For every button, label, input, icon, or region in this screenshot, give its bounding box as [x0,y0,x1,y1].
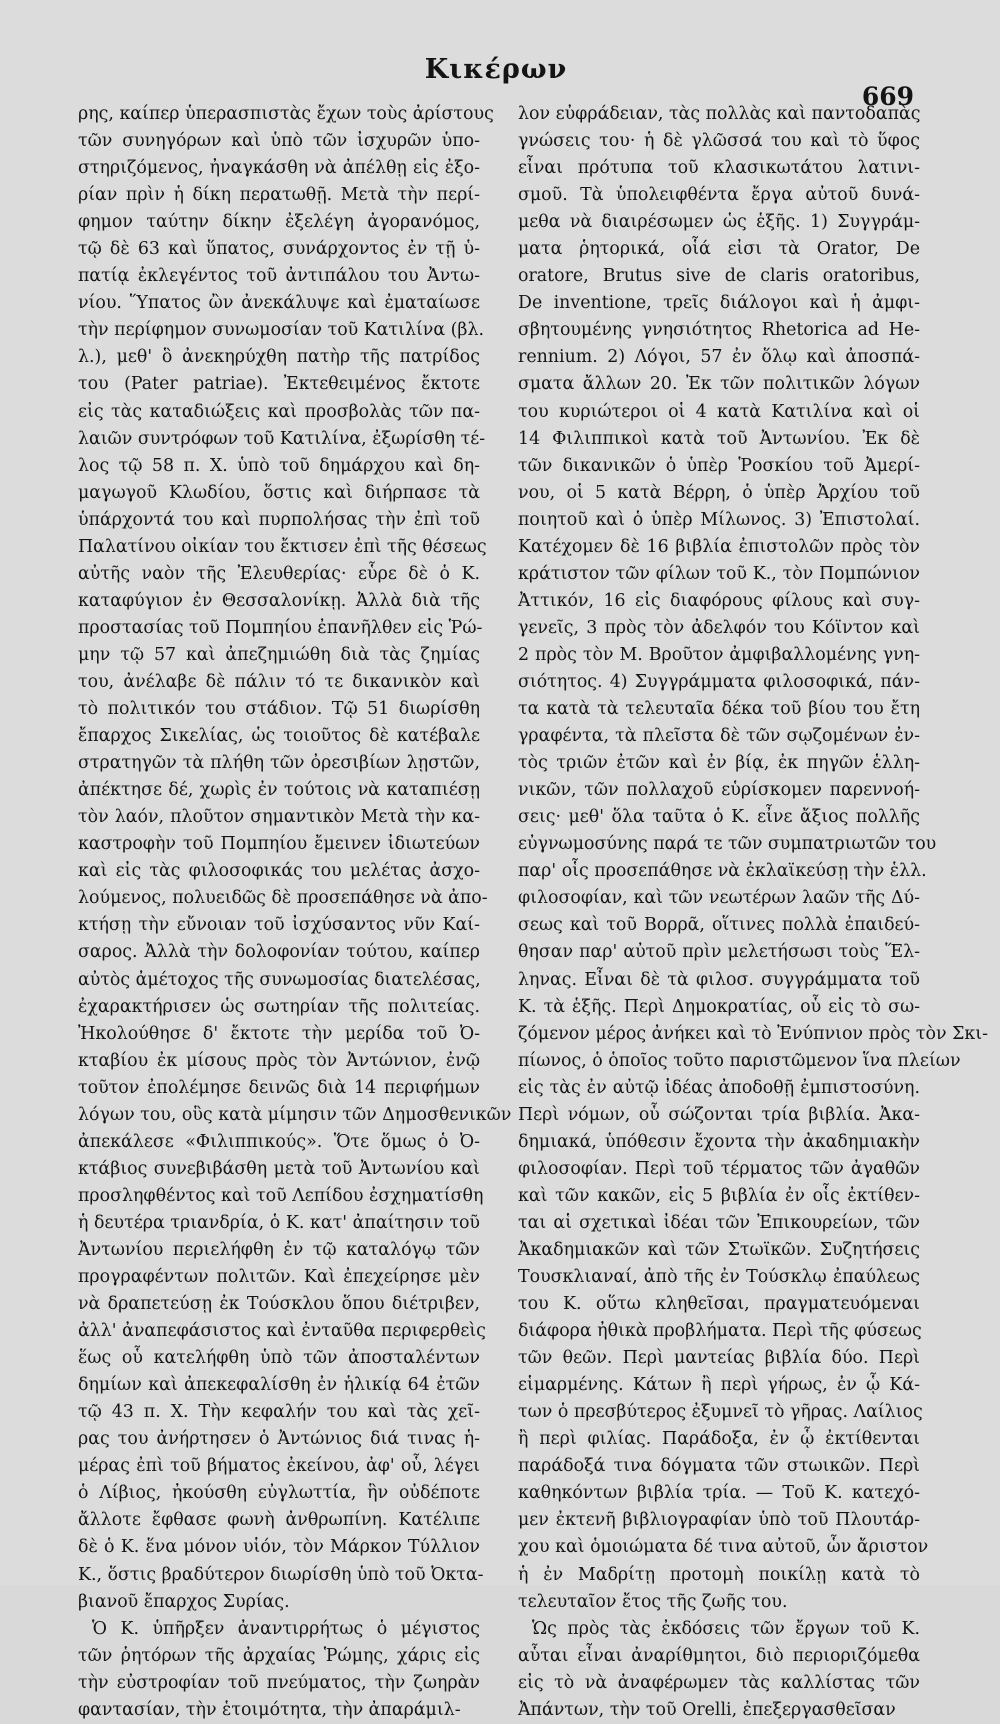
right-column [518,101,988,1724]
text-line: σβητουμένης γνησιότητος Rhetorica ad He- [518,320,920,341]
text-line: De inventione, τρεῖς διάλογοι καὶ ἡ ἀμφι- [518,293,920,314]
text-line: του κυριώτεροι οἱ 4 κατὰ Κατιλίνα καὶ οἱ [518,401,920,422]
text-line: oratore, Brutus sive de claris oratoribus, [518,266,920,287]
text-line: σιότητος. 4) Συγγράμματα φιλοσοφικά, πάν- [518,671,920,692]
text-line: στηριζόμενος, ἠναγκάσθη νὰ ἀπέλθῃ εἰς ἐξο- [78,158,480,179]
text-line: ρης, καίπερ ὑπερασπιστὰς ἔχων τοὺς ἀρίστους [78,104,494,124]
text-line: ματα ῥητορικά, οἷά εἰσι τὰ Orator, De [518,239,920,260]
text-line: γενεῖς, 3 πρὸς τὸν ἀδελφόν του Κόϊντον καὶ [518,617,920,638]
text-line: μαγωγοῦ Κλωδίου, ὅστις καὶ διήρπασε τὰ [78,482,480,503]
text-line: 14 Φιλιππικοὶ κατὰ τοῦ Ἀντωνίου. Ἐκ δὲ [518,428,920,449]
text-line: φιλοσοφίαν, καὶ τῶν νεωτέρων λαῶν τῆς Δύ- [518,888,920,909]
text-line: τῶν θεῶν. Περὶ μαντείας βιβλία δύο. Περὶ [518,1348,920,1369]
text-line: τῶν συνηγόρων καὶ ὑπὸ τῶν ἰσχυρῶν ὑπο- [78,131,480,152]
text-line: χου καὶ ὁμοιώματα δέ τινα αὐτοῦ, ὧν ἄριστον [518,1537,929,1558]
text-line: εἰς τὰς ἐν αὐτῷ ἰδέας ἀποδοθῇ ἐμπιστοσύνη. [518,1077,920,1098]
text-line: του (Pater patriae). Ἐκτεθειμένος ἔκτοτε [78,374,480,395]
text-line: νικῶν, τῶν πολλαχοῦ εὑρίσκομεν παρεννοή- [518,780,920,801]
text-line: λόγων του, οὓς κατὰ μίμησιν τῶν Δημοσθενικῶν [78,1104,512,1125]
text-line: Παλατίνου οἰκίαν του ἔκτισεν ἐπὶ τῆς θέσεως [78,536,487,557]
text-line: εἱμαρμένης. Κάτων ἢ περὶ γήρως, ἐν ᾧ Κά- [518,1375,920,1396]
text-line: κράτιστον τῶν φίλων τοῦ Κ., τὸν Πομπώνιον [518,563,920,584]
text-line: λος τῷ 58 π. Χ. ὑπὸ τοῦ δημάρχου καὶ δη- [78,455,480,476]
text-line: τὴν εὐστροφίαν τοῦ πνεύματος, τὴν ζωηρὰν [78,1672,480,1693]
text-line: αὗται εἶναι ἀναρίθμητοι, διὸ περιοριζόμεθα [518,1645,920,1666]
text-line: προστασίας τοῦ Πομπηίου ἐπανῆλθεν εἰς Ῥώ- [78,617,483,638]
text-line: λον εὐφράδειαν, τὰς πολλὰς καὶ παντοδαπὰς [518,104,921,124]
text-line: ρίαν πρὶν ἡ δίκη περατωθῇ. Μετὰ τὴν περί- [78,185,480,206]
text-line: μέρας ἐπὶ τοῦ βήματος ἐκείνου, ἀφ' οὗ, λέγει [78,1456,480,1477]
left-column [78,101,512,1724]
text-line: ἔπαρχος Σικελίας, ὡς τοιοῦτος δὲ κατέβαλε [78,726,480,747]
text-line: ἢ περὶ φιλίας. Παράδοξα, ἐν ᾧ ἐκτίθενται [518,1429,920,1450]
text-line: Κατέχομεν δὲ 16 βιβλία ἐπιστολῶν πρὸς τὸν [518,536,920,557]
text-line: διάφορα ἠθικὰ προβλήματα. Περὶ τῆς φύσεως [518,1321,922,1342]
text-line: τῶν δικανικῶν ὁ ὑπὲρ Ῥοσκίου τοῦ Ἀμερί- [518,455,920,476]
text-line: παρ' οἷς προσεπάθησε νὰ ἐκλαϊκεύσῃ τὴν ἑλλ. [518,861,927,882]
text-line: προγραφέντων πολιτῶν. Καὶ ἐπεχείρησε μὲν [78,1267,480,1288]
text-line: Ἀντωνίου περιελήφθη ἐν τῷ καταλόγῳ τῶν [78,1239,480,1260]
text-line: ληνας. Εἶναι δὲ τὰ φιλοσ. συγγράμματα τοῦ [518,969,920,990]
text-line: ἕως οὗ κατελήφθη ὑπὸ τῶν ἀποσταλέντων [78,1348,480,1369]
text-line: Ὡς πρὸς τὰς ἐκδόσεις τῶν ἔργων τοῦ Κ. [532,1618,920,1639]
text-line: rennium. 2) Λόγοι, 57 ἐν ὅλῳ καὶ ἀποσπά- [518,347,920,368]
text-line: στρατηγῶν τὰ πλήθη τῶν ὀρεσιβίων λῃστῶν, [78,753,480,774]
text-line: γραφέντα, τὰ πλεῖστα δὲ τῶν σῳζομένων ἐν- [518,726,920,747]
text-line: Ἀττικόν, 16 εἰς διαφόρους φίλους καὶ συγ- [518,590,920,611]
text-line: τῶν ῥητόρων τῆς ἀρχαίας Ῥώμης, χάρις εἰς [78,1645,480,1666]
text-line: τὸς τριῶν ἐτῶν καὶ ἐν βίᾳ, ἐκ πηγῶν ἑλλη- [518,753,920,774]
text-line: Περὶ νόμων, οὗ σώζονται τρία βιβλία. Ἀκα- [518,1104,920,1125]
text-line: φαντασίαν, τὴν ἑτοιμότητα, τὴν ἀπαράμιλ- [78,1699,461,1720]
text-line: μεν ἐκτενῆ βιβλιογραφίαν ὑπὸ τοῦ Πλουτάρ- [518,1510,920,1531]
text-line: δημίων καὶ ἀπεκεφαλίσθη ἐν ἡλικίᾳ 64 ἐτῶν [78,1375,480,1396]
text-line: αὐτὸς ἀμέτοχος τῆς συνωμοσίας διατελέσας, [78,969,481,990]
text-line: Κ., ὅστις βραδύτερον διωρίσθη ὑπὸ τοῦ Ὀκτα- [78,1564,484,1585]
text-line: νίου. Ὕπατος ὢν ἀνεκάλυψε καὶ ἐματαίωσε [78,293,480,314]
text-line: παράδοξά τινα δόγματα τῶν στωικῶν. Περὶ [518,1456,920,1477]
text-line: των ὁ πρεσβύτερος ἐξυμνεῖ τὸ γῆρας. Λαίλιος [518,1402,923,1423]
text-line: ρας του ἀνήρτησεν ὁ Ἀντώνιος διά τινας ἡ- [78,1429,480,1450]
text-line: σμοῦ. Τὰ ὑπολειφθέντα ἔργα αὐτοῦ δυνά- [518,185,920,206]
text-line: τὸν λαόν, πλοῦτον σημαντικὸν Μετὰ τὴν κα- [78,807,480,828]
text-line: πατίᾳ ἐκλεγέντος τοῦ ἀντιπάλου του Ἀντω- [78,266,480,287]
text-line: ἀλλ' ἀναπεφάσιστος καὶ ἐνταῦθα περιφερθεὶς [78,1321,486,1342]
text-line: ὑπάρχοντά του καὶ πυρπολήσας τὴν ἐπὶ τοῦ [78,509,480,530]
text-line: τελευταῖον ἔτος τῆς ζωῆς του. [518,1591,788,1612]
text-line: Κ. τὰ ἑξῆς. Περὶ Δημοκρατίας, οὗ εἰς τὸ σω- [518,996,920,1017]
text-line: λούμενος, πολυειδῶς δὲ προσεπάθησε νὰ ἀπο- [78,888,488,909]
text-line: πίωνος, ὁ ὁποῖος τοῦτο παριστῶμενον ἵνα πλείων [518,1050,961,1071]
text-line: καστροφὴν τοῦ Πομπηίου ἔμεινεν ἰδιωτεύων [78,834,480,855]
text-line: νου, οἱ 5 κατὰ Βέρρη, ὁ ὑπὲρ Ἀρχίου τοῦ [518,482,920,503]
text-line: του Κ. οὕτω κληθεῖσαι, πραγματευόμεναι [518,1294,920,1315]
text-line: ται αἱ σχετικαὶ ἰδέαι τῶν Ἐπικουρείων, τῶν [518,1212,920,1233]
text-line: δὲ ὁ Κ. ἕνα μόνον υἱόν, τὸν Μάρκον Τύλλιον [78,1537,480,1558]
text-line: ζόμενον μέρος ἀνήκει καὶ τὸ Ἐνύπνιον πρὸς τὸν Σκι- [518,1023,988,1044]
text-line: Ἠκολούθησε δ' ἔκτοτε τὴν μερίδα τοῦ Ὀ- [78,1023,480,1044]
text-line: μεθα νὰ διαιρέσωμεν ὡς ἑξῆς. 1) Συγγράμ- [518,212,920,233]
text-line: θησαν παρ' αὐτοῦ πρὶν μελετήσωσι τοὺς Ἕλ- [518,942,920,963]
text-line: εἶναι πρότυπα τοῦ κλασικωτάτου λατινι- [518,158,920,179]
text-line: εἰς τὰς καταδιώξεις καὶ προσβολὰς τῶν πα- [78,401,480,422]
text-line: καταφύγιον ἐν Θεσσαλονίκῃ. Ἀλλὰ διὰ τῆς [78,590,480,611]
text-line: καὶ τῶν κακῶν, εἰς 5 βιβλία ἐν οἷς ἐκτίθεν- [518,1185,920,1206]
text-line: τῷ δὲ 63 καὶ ὕπατος, συνάρχοντος ἐν τῇ ὑ- [78,239,480,260]
text-line: τα κατὰ τὰ τελευταῖα δέκα τοῦ βίου του ἔτη [518,699,920,720]
text-line: εἰς τὸ νὰ ἀναφέρωμεν τὰς καλλίστας τῶν [518,1672,920,1693]
text-line: φιλοσοφίαν. Περὶ τοῦ τέρματος τῶν ἀγαθῶν [518,1158,920,1179]
text-line: Ἀπάντων, τὴν τοῦ Orelli, ἐπεξεργασθεῖσαν [518,1699,896,1720]
text-line: εὐγνωμοσύνης παρά τε τῶν συμπατριωτῶν του [518,834,937,855]
text-line: ἀπεκάλεσε «Φιλιππικούς». Ὅτε ὅμως ὁ Ὀ- [78,1131,480,1152]
text-line: τὸ πολιτικόν του στάδιον. Τῷ 51 διωρίσθη [78,699,480,720]
text-line: κτάβιος συνεβιβάσθη μετὰ τοῦ Ἀντωνίου καὶ [78,1158,480,1179]
text-line: αὐτῆς ναὸν τῆς Ἐλευθερίας· εὗρε δὲ ὁ Κ. [78,563,480,584]
text-line: κταβίου ἐκ μίσους πρὸς τὸν Ἀντώνιον, ἐνῷ [78,1050,480,1071]
text-line: λ.), μεθ' ὃ ἀνεκηρύχθη πατὴρ τῆς πατρίδος [78,347,480,368]
text-line: σεως καὶ τοῦ Βορρᾶ, οἵτινες πολλὰ ἐπαιδεύ- [518,915,920,936]
text-line: βιανοῦ ἔπαρχος Συρίας. [78,1591,290,1612]
text-line: καὶ εἰς τὰς φιλοσοφικάς του μελέτας ἀσχο- [78,861,480,882]
text-line: σαρος. Ἀλλὰ τὴν δολοφονίαν τούτου, καίπερ [78,942,480,963]
text-line: ἡ δευτέρα τριανδρία, ὁ Κ. κατ' ἀπαίτησιν τοῦ [78,1212,480,1233]
text-line: ἀπέκτησε δέ, χωρὶς ἐν τούτοις νὰ καταπιέσῃ [78,780,480,801]
text-line: προσληφθέντος καὶ τοῦ Λεπίδου ἐσχηματίσθη [78,1185,484,1206]
text-line: Τουσκλιαναί, ἀπὸ τῆς ἐν Τούσκλῳ ἐπαύλεως [518,1267,920,1288]
text-line: κτήσῃ τὴν εὔνοιαν τοῦ ἰσχύσαντος νῦν Καί- [78,915,480,936]
text-line: λαιῶν συντρόφων τοῦ Κατιλίνα, ἐξωρίσθη τέ- [78,428,486,449]
text-line: τῷ 43 π. Χ. Τὴν κεφαλήν του καὶ τὰς χεῖ- [78,1402,480,1423]
text-line: φημον ταύτην δίκην ἐξελέγη ἀγορανόμος, [78,212,480,233]
text-line: σματα ἄλλων 20. Ἐκ τῶν πολιτικῶν λόγων [518,374,920,395]
page-number: 669 [861,82,914,111]
text-line: γνώσεις του· ἡ δὲ γλῶσσά του καὶ τὸ ὕφος [518,131,920,152]
text-line: ἐχαρακτήρισεν ὡς σωτηρίαν τῆς πολιτείας. [78,996,480,1017]
text-line: σεις· μεθ' ὅλα ταῦτα ὁ Κ. εἶνε ἄξιος πολλῆς [518,807,920,828]
text-line: 2 πρὸς τὸν Μ. Βροῦτον ἀμφιβαλλομένης γνη- [518,644,920,665]
text-line: νὰ δραπετεύσῃ ἐκ Τούσκλου ὅπου διέτριβεν, [78,1294,480,1315]
text-line: τοῦτον ἐπολέμησε δεινῶς διὰ 14 περιφήμων [78,1077,480,1098]
text-line: ἄλλοτε ἔφθασε φωνὴ ἀνθρωπίνη. Κατέλιπε [78,1510,480,1531]
text-line: καθηκόντων βιβλία τρία. — Τοῦ Κ. κατεχό- [518,1483,920,1504]
text-line: δημιακά, ὑπόθεσιν ἔχοντα τὴν ἀκαδημιακὴν [518,1131,920,1152]
text-line: ἡ ἐν Μαδρίτῃ προτομὴ ποικίλῃ κατὰ τὸ [518,1564,920,1585]
text-line: ποιητοῦ καὶ ὁ ὑπὲρ Μίλωνος. 3) Ἐπιστολαί. [518,509,920,530]
page-header [78,44,914,111]
text-line: Ἀκαδημιακῶν καὶ τῶν Στωϊκῶν. Συζητήσεις [518,1239,920,1260]
running-title: Κικέρων [424,54,568,85]
text-line: του, ἀνέλαβε δὲ πάλιν τό τε δικανικὸν καὶ [78,671,480,692]
text-line: μην τῷ 57 καὶ ἀπεζημιώθη διὰ τὰς ζημίας [78,644,480,665]
text-line: Ὁ Κ. ὑπῆρξεν ἀναντιρρήτως ὁ μέγιστος [92,1618,480,1639]
text-line: ὁ Λίβιος, ἠκούσθη εὐγλωττία, ἣν οὐδέποτε [78,1483,480,1504]
text-line: τὴν περίφημον συνωμοσίαν τοῦ Κατιλίνα (βλ. [78,320,485,341]
